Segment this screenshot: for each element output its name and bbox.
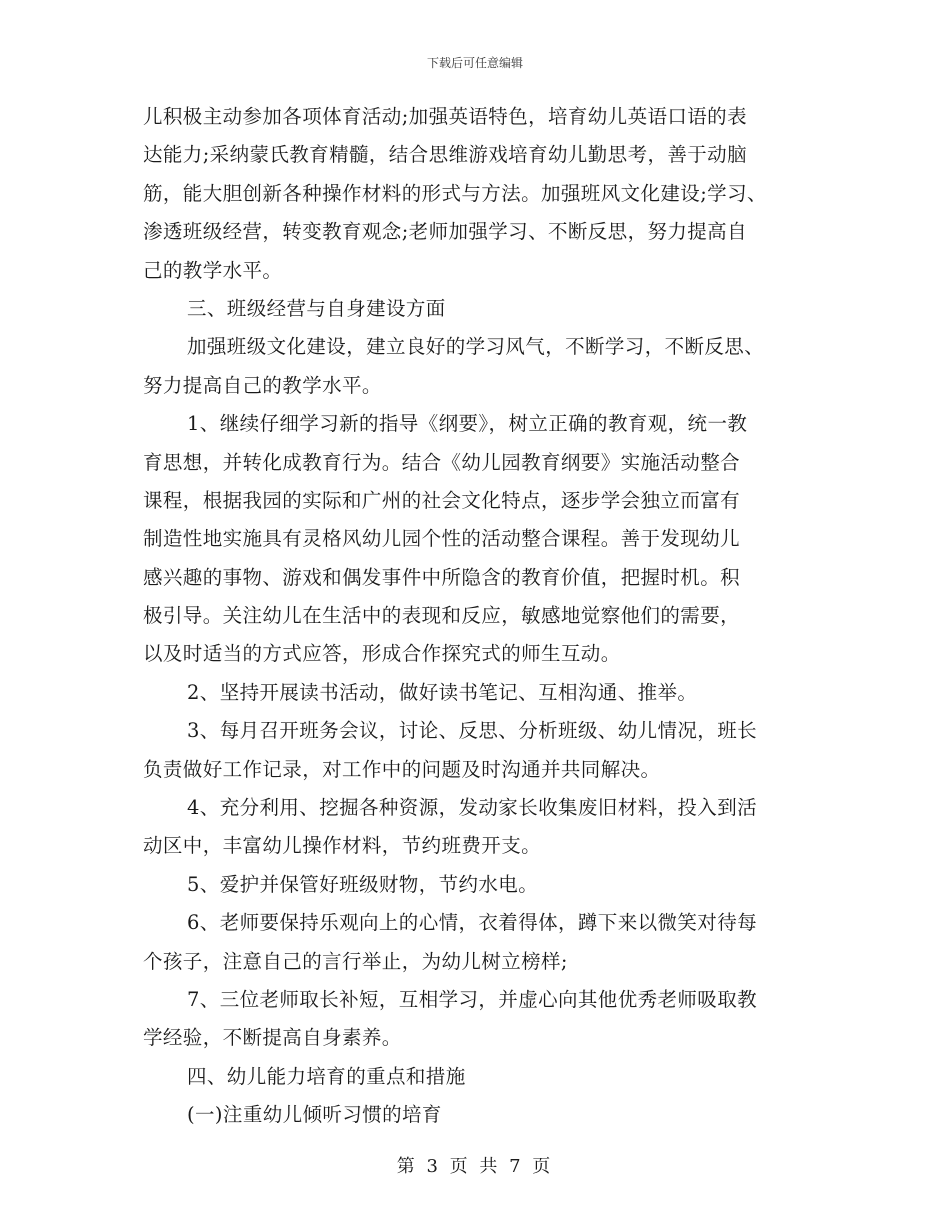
list-item: 3、每月召开班务会议，讨论、反思、分析班级、幼儿情况，班长 <box>187 719 758 743</box>
subsection-heading: (一)注重幼儿倾听习惯的培育 <box>187 1103 442 1127</box>
text-line: 课程，根据我园的实际和广州的社会文化特点，逐步学会独立而富有 <box>143 488 741 512</box>
text-line: 极引导。关注幼儿在生活中的表现和反应，敏感地觉察他们的需要， <box>143 604 741 628</box>
text-line: 以及时适当的方式应答，形成合作探究式的师生互动。 <box>143 642 621 666</box>
text-line: 渗透班级经营，转变教育观念;老师加强学习、不断反思，努力提高自 <box>143 220 747 244</box>
text-line: 感兴趣的事物、游戏和偶发事件中所隐含的教育价值，把握时机。积 <box>143 565 741 589</box>
page-number: 第 3 页 共 7 页 <box>396 1156 554 1177</box>
text-line: 筋，能大胆创新各种操作材料的形式与方法。加强班风文化建设;学习、 <box>143 181 767 205</box>
list-item: 4、充分利用、挖掘各种资源，发动家长收集废旧材料，投入到活 <box>187 796 758 820</box>
text-line: 学经验，不断提高自身素养。 <box>143 1026 402 1050</box>
text-line: 育思想，并转化成教育行为。结合《幼儿园教育纲要》实施活动整合 <box>143 450 741 474</box>
text-line: 制造性地实施具有灵格风幼儿园个性的活动整合课程。善于发现幼儿 <box>143 527 741 551</box>
text-line: 儿积极主动参加各项体育活动;加强英语特色，培育幼儿英语口语的表 <box>143 105 747 128</box>
list-item: 7、三位老师取长补短，互相学习，并虚心向其他优秀老师吸取教 <box>187 987 758 1011</box>
text-line: 加强班级文化建设，建立良好的学习风气，不断学习，不断反思、 <box>187 335 765 359</box>
section-heading: 三、班级经营与自身建设方面 <box>187 296 446 320</box>
text-line: 达能力;采纳蒙氏教育精髓，结合思维游戏培育幼儿勤思考，善于动脑 <box>143 143 747 167</box>
text-line: 己的教学水平。 <box>143 258 283 282</box>
list-item: 6、老师要保持乐观向上的心情，衣着得体，蹲下来以微笑对待每 <box>187 911 758 935</box>
text-line: 负责做好工作记录，对工作中的问题及时沟通并共同解决。 <box>143 757 661 781</box>
document-body <box>143 98 815 1135</box>
section-heading: 四、幼儿能力培育的重点和措施 <box>187 1064 466 1088</box>
list-item: 5、爱护并保管好班级财物，节约水电。 <box>187 872 539 896</box>
text-line: 动区中，丰富幼儿操作材料，节约班费开支。 <box>143 834 542 858</box>
page-header: 下载后可任意编辑 <box>426 56 523 70</box>
text-line: 个孩子，注意自己的言行举止，为幼儿树立榜样; <box>143 949 568 973</box>
list-item: 2、坚持开展读书活动，做好读书笔记、互相沟通、推举。 <box>187 680 698 704</box>
text-line: 努力提高自己的教学水平。 <box>143 373 382 397</box>
list-item: 1、继续仔细学习新的指导《纲要》，树立正确的教育观，统一教 <box>187 412 748 436</box>
